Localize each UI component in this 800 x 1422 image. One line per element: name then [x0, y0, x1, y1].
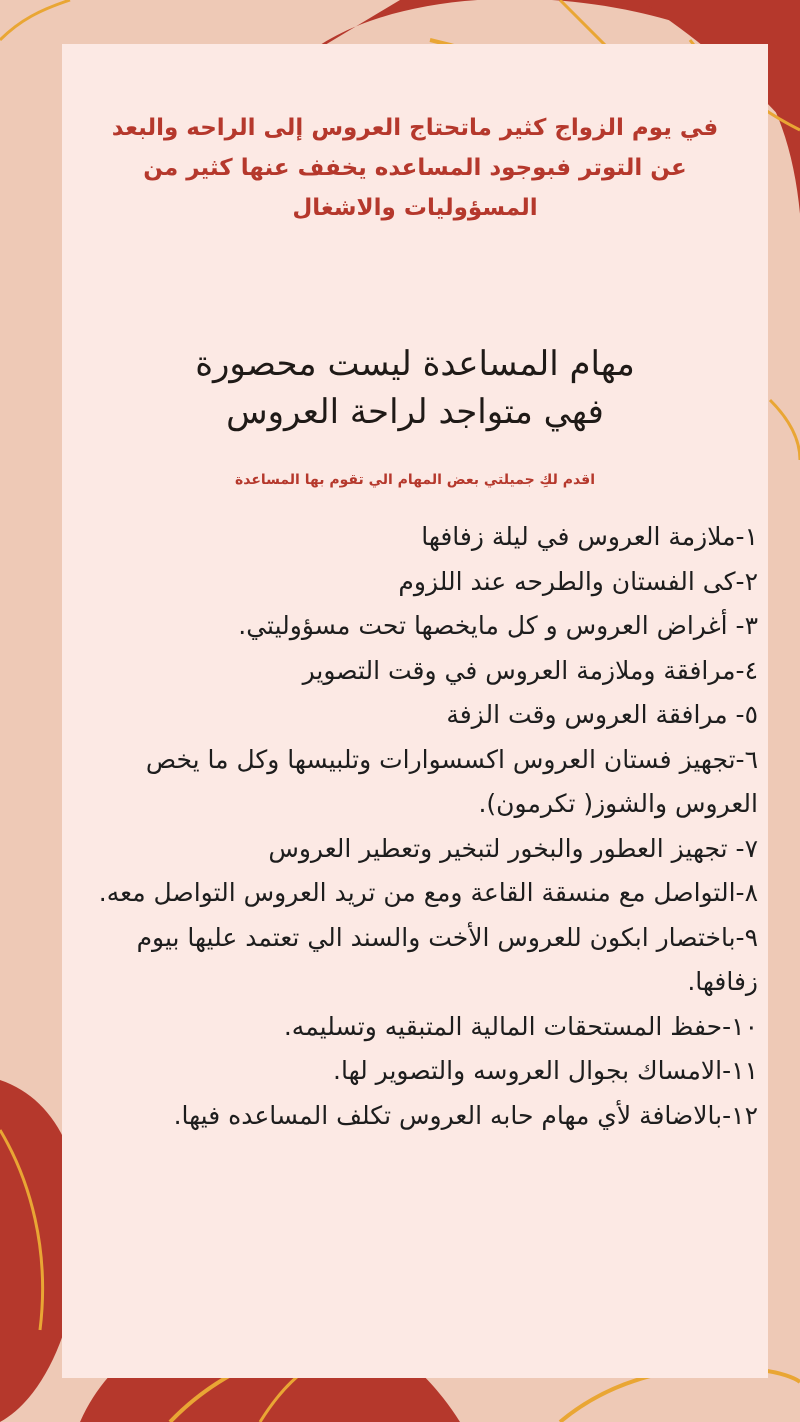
task-item: ٢-كى الفستان والطرحه عند اللزوم — [398, 566, 758, 596]
task-item: ١-ملازمة العروس في ليلة زفافها — [421, 522, 758, 551]
vein-line-right — [770, 400, 800, 460]
task-item: ١٠-حفظ المستحقات المالية المتبقيه وتسليمه. — [283, 1011, 758, 1041]
task-item: ١١-الامساك بجوال العروسه والتصوير لها. — [333, 1056, 758, 1085]
title-line-1: مهام المساعدة ليست محصورة — [195, 344, 635, 384]
task-item: ٧- تجهيز العطور والبخور لتبخير وتعطير العروس — [268, 833, 758, 863]
intro-line-3: المسؤوليات والاشغال — [292, 195, 538, 221]
intro-line-2: عن التوتر فبوجود المساعده يخفف عنها كثير من — [143, 155, 687, 181]
content-card — [62, 44, 768, 1378]
task-item: ٥- مرافقة العروس وقت الزفة — [446, 700, 758, 729]
task-list — [70, 515, 758, 1138]
task-item: ٣- أغراض العروس و كل مايخصها تحت مسؤوليتي. — [238, 611, 758, 640]
title-line-2: فهي متواجد لراحة العروس — [226, 392, 604, 432]
task-item: ٦-تجهيز فستان العروس اكسسوارات وتلبيسها وكل ما يخص العروس والشوز( تكرمون). — [145, 744, 758, 818]
task-item: ٨-التواصل مع منسقة القاعة ومع من تريد العروس التواصل معه. — [98, 878, 758, 907]
task-item: ١٢-بالاضافة لأي مهام حابه العروس تكلف المساعده فيها. — [173, 1100, 758, 1130]
subtitle: اقدم لكِ جميلتي بعض المهام الي تقوم بها المساعدة — [234, 472, 596, 488]
task-item: ٤-مرافقة وملازمة العروس في وقت التصوير — [302, 655, 758, 685]
page-title — [82, 340, 748, 436]
intro-line-1: في يوم الزواج كثير ماتحتاج العروس إلى الراحه والبعد — [111, 115, 719, 141]
vein-line — [0, 0, 70, 40]
intro-paragraph — [82, 108, 748, 228]
task-item: ٩-باختصار ابكون للعروس الأخت والسند الي تعتمد عليها بيوم زفافها. — [136, 922, 758, 996]
